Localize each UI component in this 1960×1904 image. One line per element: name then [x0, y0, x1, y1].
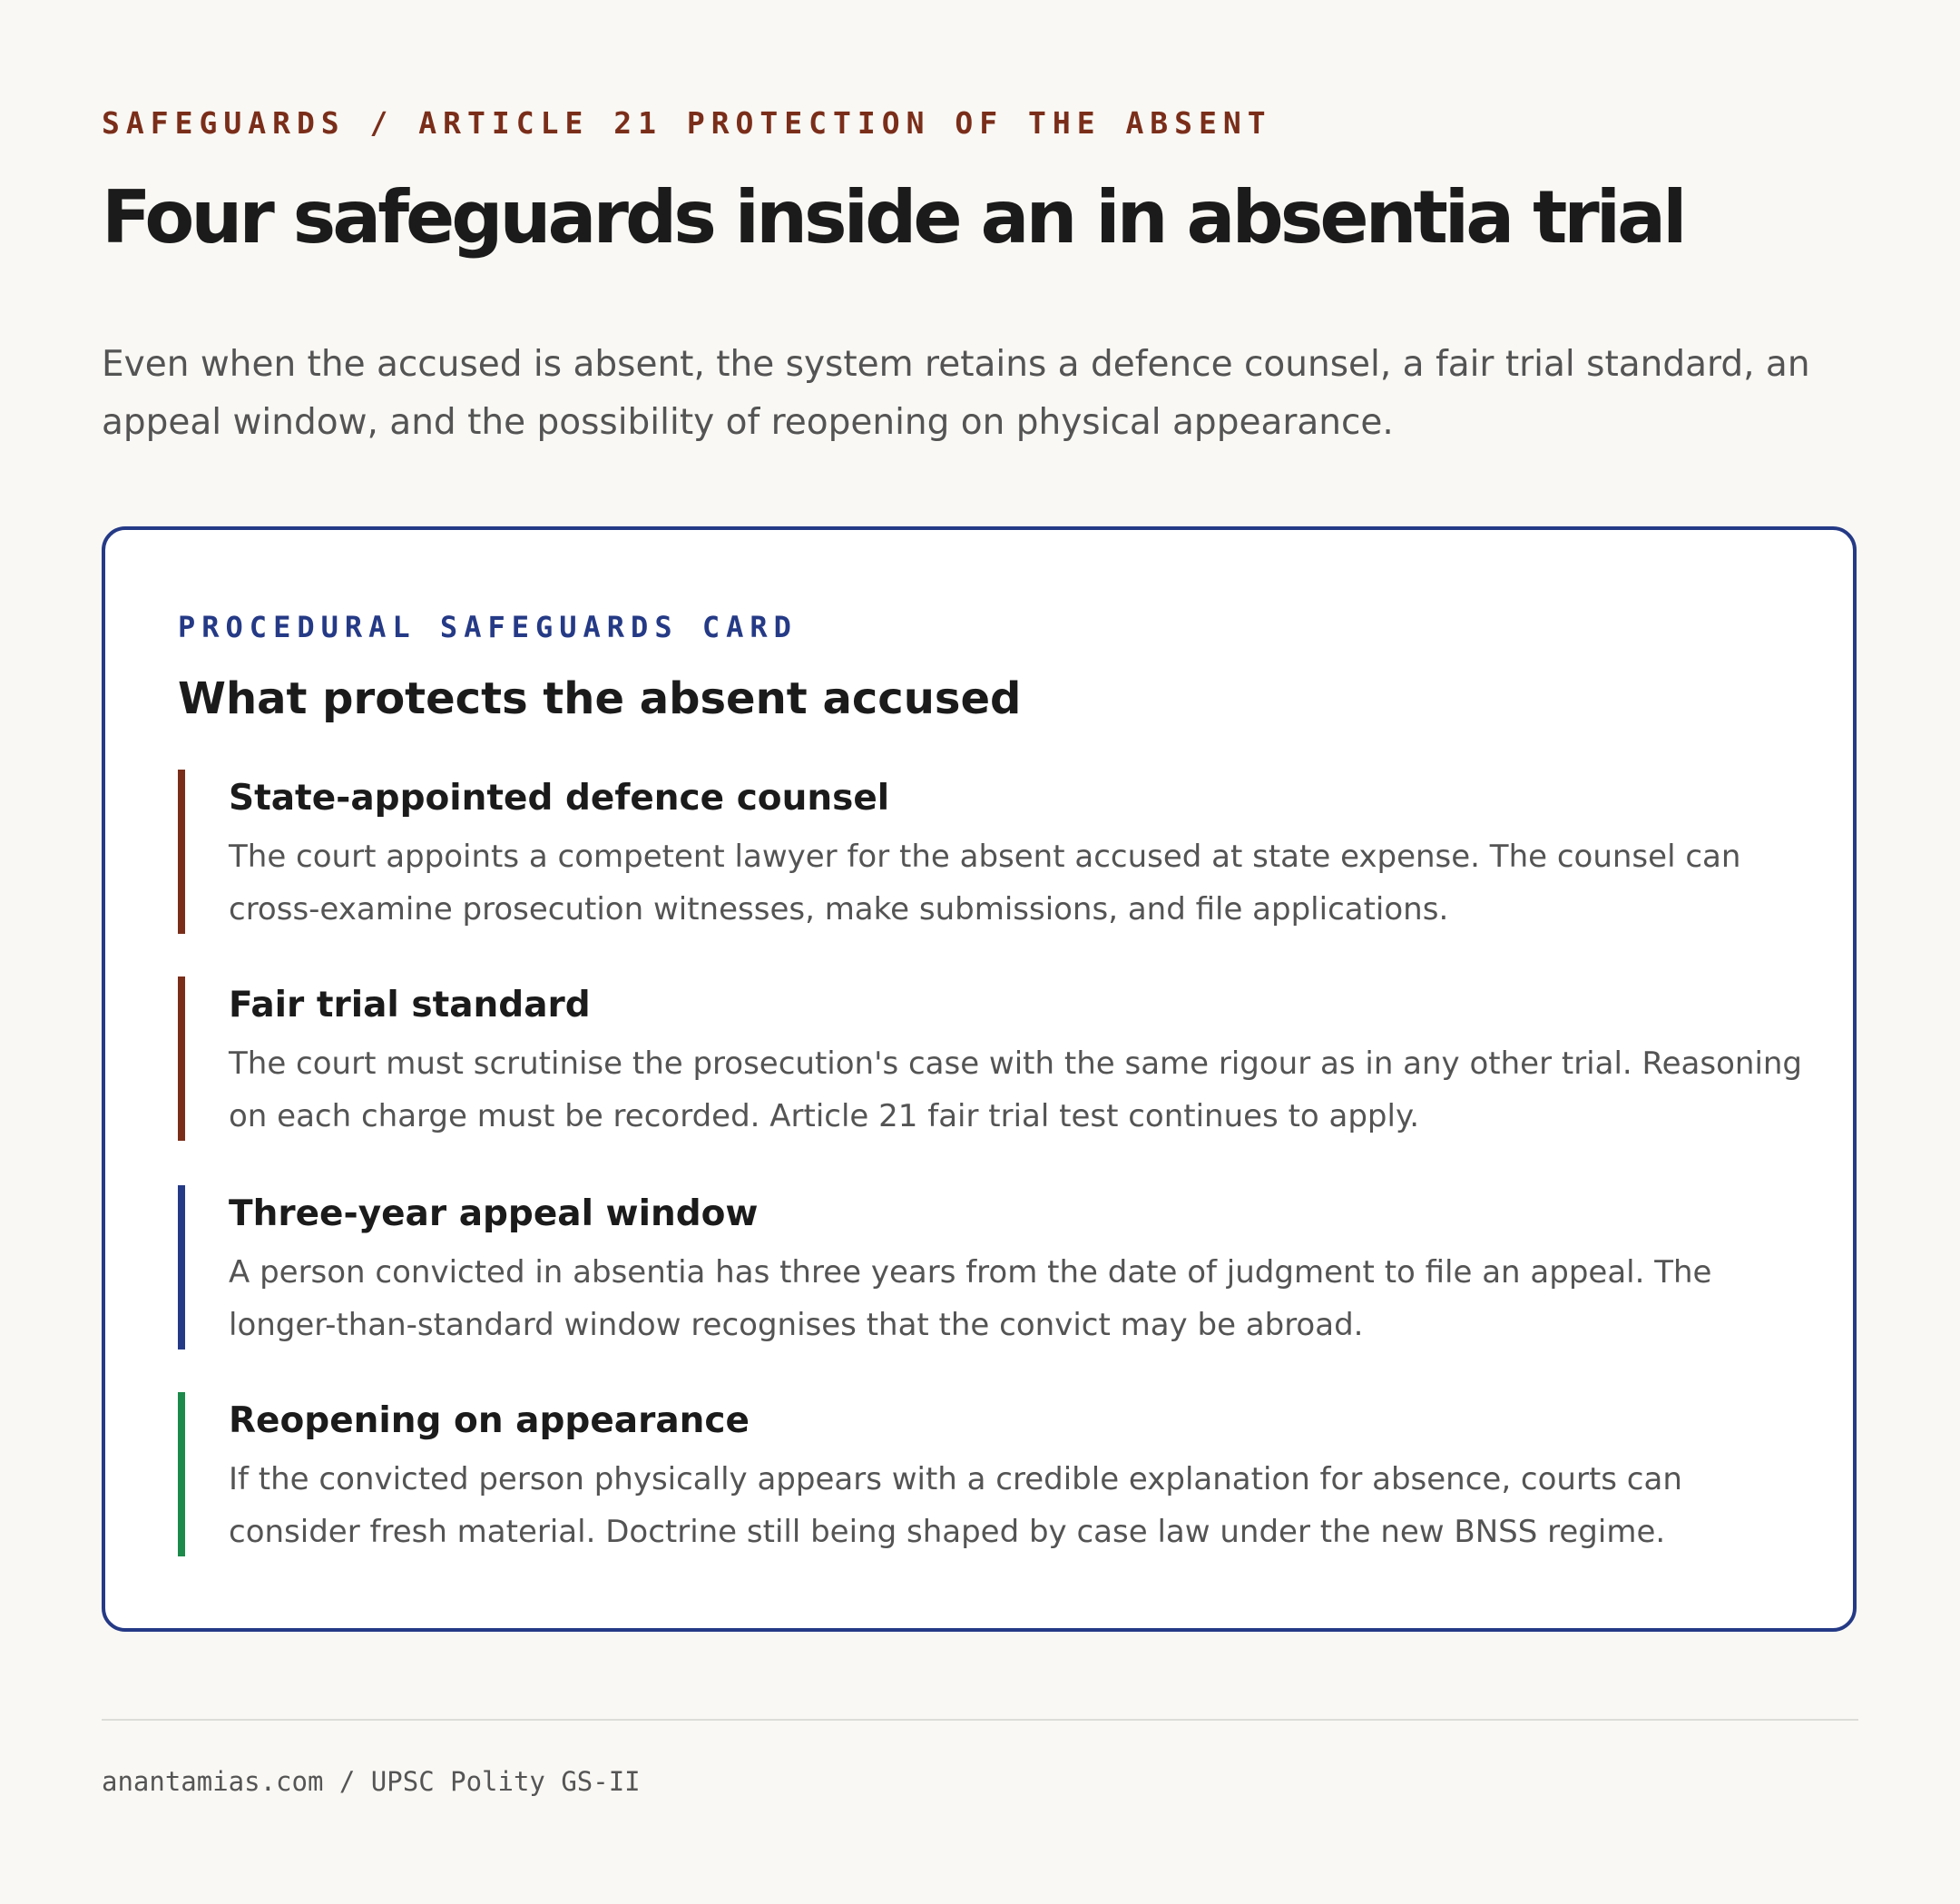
safeguard-title: State-appointed defence counsel: [229, 778, 890, 819]
accent-bar: [178, 770, 185, 934]
safeguards-card: [102, 526, 1857, 1632]
safeguard-item-fair-trial: [178, 977, 1803, 1141]
safeguard-text: The court must scrutinise the prosecution's case with the same rigour as in any other trial. Reasoning on each charge must be recorded. Article 21 fair trial test continues to apply.: [229, 1045, 1803, 1134]
safeguard-text: A person convicted in absentia has three years from the date of judgment to file an appeal. The longer-than-standard window recognises that the convict may be abroad.: [229, 1254, 1712, 1343]
footer-credit: anantamias.com / UPSC Polity GS-II: [102, 1766, 641, 1797]
safeguard-text: If the convicted person physically appears with a credible explanation for absence, courts can consider fresh material. Doctrine still being shaped by case law under the new BNSS regime.: [229, 1461, 1682, 1550]
page-title: Four safeguards inside an in absentia trial: [102, 175, 1684, 260]
accent-bar: [178, 1392, 185, 1556]
card-eyebrow: PROCEDURAL SAFEGUARDS CARD: [178, 610, 798, 644]
safeguard-title: Fair trial standard: [229, 985, 591, 1026]
safeguard-item-reopening: [178, 1392, 1793, 1556]
footer-divider: [102, 1719, 1858, 1721]
accent-bar: [178, 1185, 185, 1349]
safeguard-item-appeal-window: [178, 1185, 1793, 1349]
safeguard-item-defence-counsel: [178, 770, 1793, 934]
page-lede: Even when the accused is absent, the system retains a defence counsel, a fair trial standard, an appeal window, and the possibility of reopening on physical appearance.: [102, 344, 1810, 443]
safeguard-title: Three-year appeal window: [229, 1193, 759, 1234]
card-title: What protects the absent accused: [178, 673, 1022, 724]
section-eyebrow: SAFEGUARDS / ARTICLE 21 PROTECTION OF THE ABSENT: [102, 105, 1272, 141]
accent-bar: [178, 977, 185, 1141]
safeguard-title: Reopening on appearance: [229, 1400, 750, 1441]
safeguard-text: The court appoints a competent lawyer for the absent accused at state expense. The counsel can cross-examine prosecution witnesses, make submissions, and file applications.: [229, 839, 1741, 927]
